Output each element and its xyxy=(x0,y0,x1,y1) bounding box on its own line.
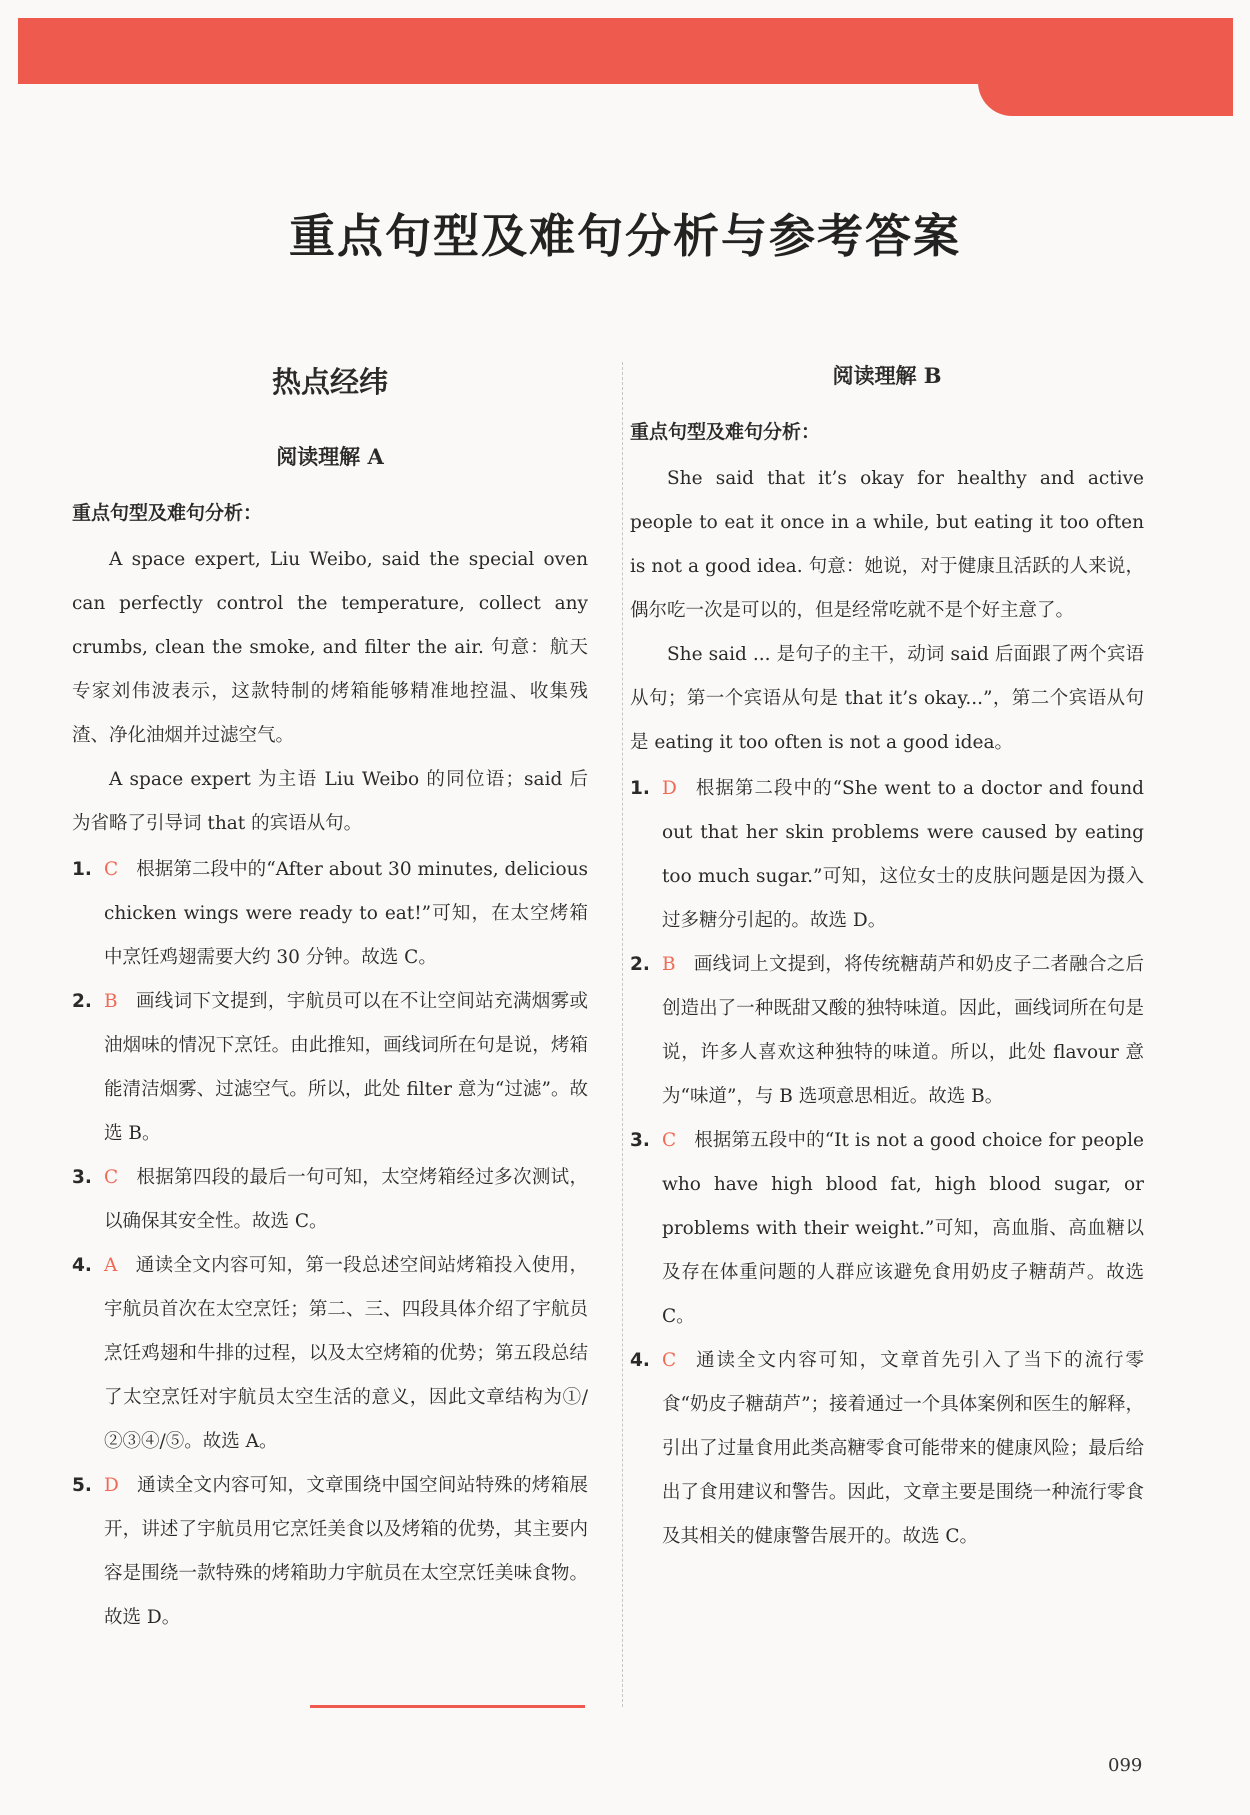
answer-item xyxy=(72,848,588,980)
column-divider xyxy=(622,362,623,1707)
answer-item xyxy=(72,980,588,1156)
answer-explanation: 画线词上文提到，将传统糖葫芦和奶皮子二者融合之后创造出了一种既甜又酸的独特味道。因此，画线词所在句是说，许多人喜欢这种独特的味道。所以，此处 flavour 意为“味道”，与 B 选项意思相近。故选 B。 xyxy=(662,954,1144,1108)
header-tab xyxy=(978,18,1233,116)
analysis-paragraph: She said that it’s okay for healthy and active people to eat it once in a while, but eating it too often is not a good idea. 句意：她说，对于健康且活跃的人来说，偶尔吃一次是可以的，但是经常吃就不是个好主意了。 xyxy=(630,468,1144,622)
answer-explanation: 画线词下文提到，宇航员可以在不让空间站充满烟雾或油烟味的情况下烹饪。由此推知，画线词所在句是说，烤箱能清洁烟雾、过滤空气。所以，此处 filter 意为“过滤”。故选 B。 xyxy=(104,991,588,1145)
answer-explanation: 根据第二段中的“After about 30 minutes, delicious chicken wings were ready to eat!”可知，在太空烤箱中烹饪鸡翅需要大约 30 分钟。故选 C。 xyxy=(104,859,588,969)
answer-item xyxy=(630,1119,1144,1339)
answer-explanation: 根据第五段中的“It is not a good choice for people who have high blood fat, high blood sugar, or problems with their weight.”可知，高血脂、高血糖以及存在体重问题的人群应该避免食用奶皮子糖葫芦。故选 C。 xyxy=(662,1130,1144,1328)
answer-letter: C xyxy=(104,1167,119,1189)
answer-number: 2. xyxy=(630,954,650,976)
answer-item xyxy=(72,1244,588,1464)
answer-explanation: 通读全文内容可知，文章首先引入了当下的流行零食“奶皮子糖葫芦”；接着通过一个具体案例和医生的解释，引出了过量食用此类高糖零食可能带来的健康风险；最后给出了食用建议和警告。因此，文章主要是围绕一种流行零食及其相关的健康警告展开的。故选 C。 xyxy=(662,1350,1144,1548)
answer-number: 1. xyxy=(630,778,650,800)
answer-explanation: 根据第四段的最后一句可知，太空烤箱经过多次测试，以确保其安全性。故选 C。 xyxy=(104,1167,588,1233)
answer-item xyxy=(630,943,1144,1119)
answer-letter: C xyxy=(104,859,119,881)
answer-number: 5. xyxy=(72,1475,92,1497)
analysis-paragraph: A space expert, Liu Weibo, said the special oven can perfectly control the temperature, collect any crumbs, clean the smoke, and filter the air. 句意：航天专家刘伟波表示，这款特制的烤箱能够精准地控温、收集残渣、净化油烟并过滤空气。 xyxy=(72,549,588,747)
answer-number: 3. xyxy=(72,1167,92,1189)
left-column xyxy=(72,360,588,1640)
section-title: 热点经纬 xyxy=(271,365,388,399)
answer-number: 4. xyxy=(630,1350,650,1372)
answer-explanation: 通读全文内容可知，第一段总述空间站烤箱投入使用，宇航员首次在太空烹饪；第二、三、四段具体介绍了宇航员烹饪鸡翅和牛排的过程，以及太空烤箱的优势；第五段总结了太空烹饪对宇航员太空生活的意义，因此文章结构为①/②③④/⑤。故选 A。 xyxy=(104,1255,588,1453)
answer-list xyxy=(72,848,588,1640)
analysis-paragraph: She said ... 是句子的主干，动词 said 后面跟了两个宾语从句；第一个宾语从句是 that it’s okay...”，第二个宾语从句是 eating it too often is not a good idea。 xyxy=(630,644,1144,754)
analysis-label: 重点句型及难句分析： xyxy=(72,502,263,524)
answer-letter: C xyxy=(662,1350,677,1372)
header-band xyxy=(18,18,978,84)
analysis-paragraph: A space expert 为主语 Liu Weibo 的同位语；said 后为省略了引导词 that 的宾语从句。 xyxy=(72,769,588,835)
answer-explanation: 通读全文内容可知，文章围绕中国空间站特殊的烤箱展开，讲述了宇航员用它烹饪美食以及烤箱的优势，其主要内容是围绕一款特殊的烤箱助力宇航员在太空烹饪美味食物。故选 D。 xyxy=(104,1475,588,1629)
page-number: 099 xyxy=(1108,1755,1143,1776)
reading-b-title: 阅读理解 B xyxy=(832,363,942,388)
answer-number: 1. xyxy=(72,859,92,881)
reading-a-title: 阅读理解 A xyxy=(276,444,384,469)
answer-item xyxy=(630,1339,1144,1559)
answer-list xyxy=(630,767,1144,1559)
answer-letter: A xyxy=(104,1255,118,1277)
answer-explanation: 根据第二段中的“She went to a doctor and found out that her skin problems were caused by eating too much sugar.”可知，这位女士的皮肤问题是因为摄入过多糖分引起的。故选 D。 xyxy=(662,778,1144,932)
answer-item xyxy=(72,1156,588,1244)
right-column xyxy=(630,360,1144,1559)
answer-number: 3. xyxy=(630,1130,650,1152)
answer-number: 2. xyxy=(72,991,92,1013)
page-title: 重点句型及难句分析与参考答案 xyxy=(289,209,961,263)
answer-letter: B xyxy=(662,954,676,976)
answer-letter: B xyxy=(104,991,118,1013)
answer-letter: C xyxy=(662,1130,677,1152)
answer-item xyxy=(72,1464,588,1640)
answer-number: 4. xyxy=(72,1255,92,1277)
decorative-red-line xyxy=(310,1705,585,1708)
answer-item xyxy=(630,767,1144,943)
answer-letter: D xyxy=(104,1475,119,1497)
answer-letter: D xyxy=(662,778,677,800)
analysis-label: 重点句型及难句分析： xyxy=(630,421,821,443)
